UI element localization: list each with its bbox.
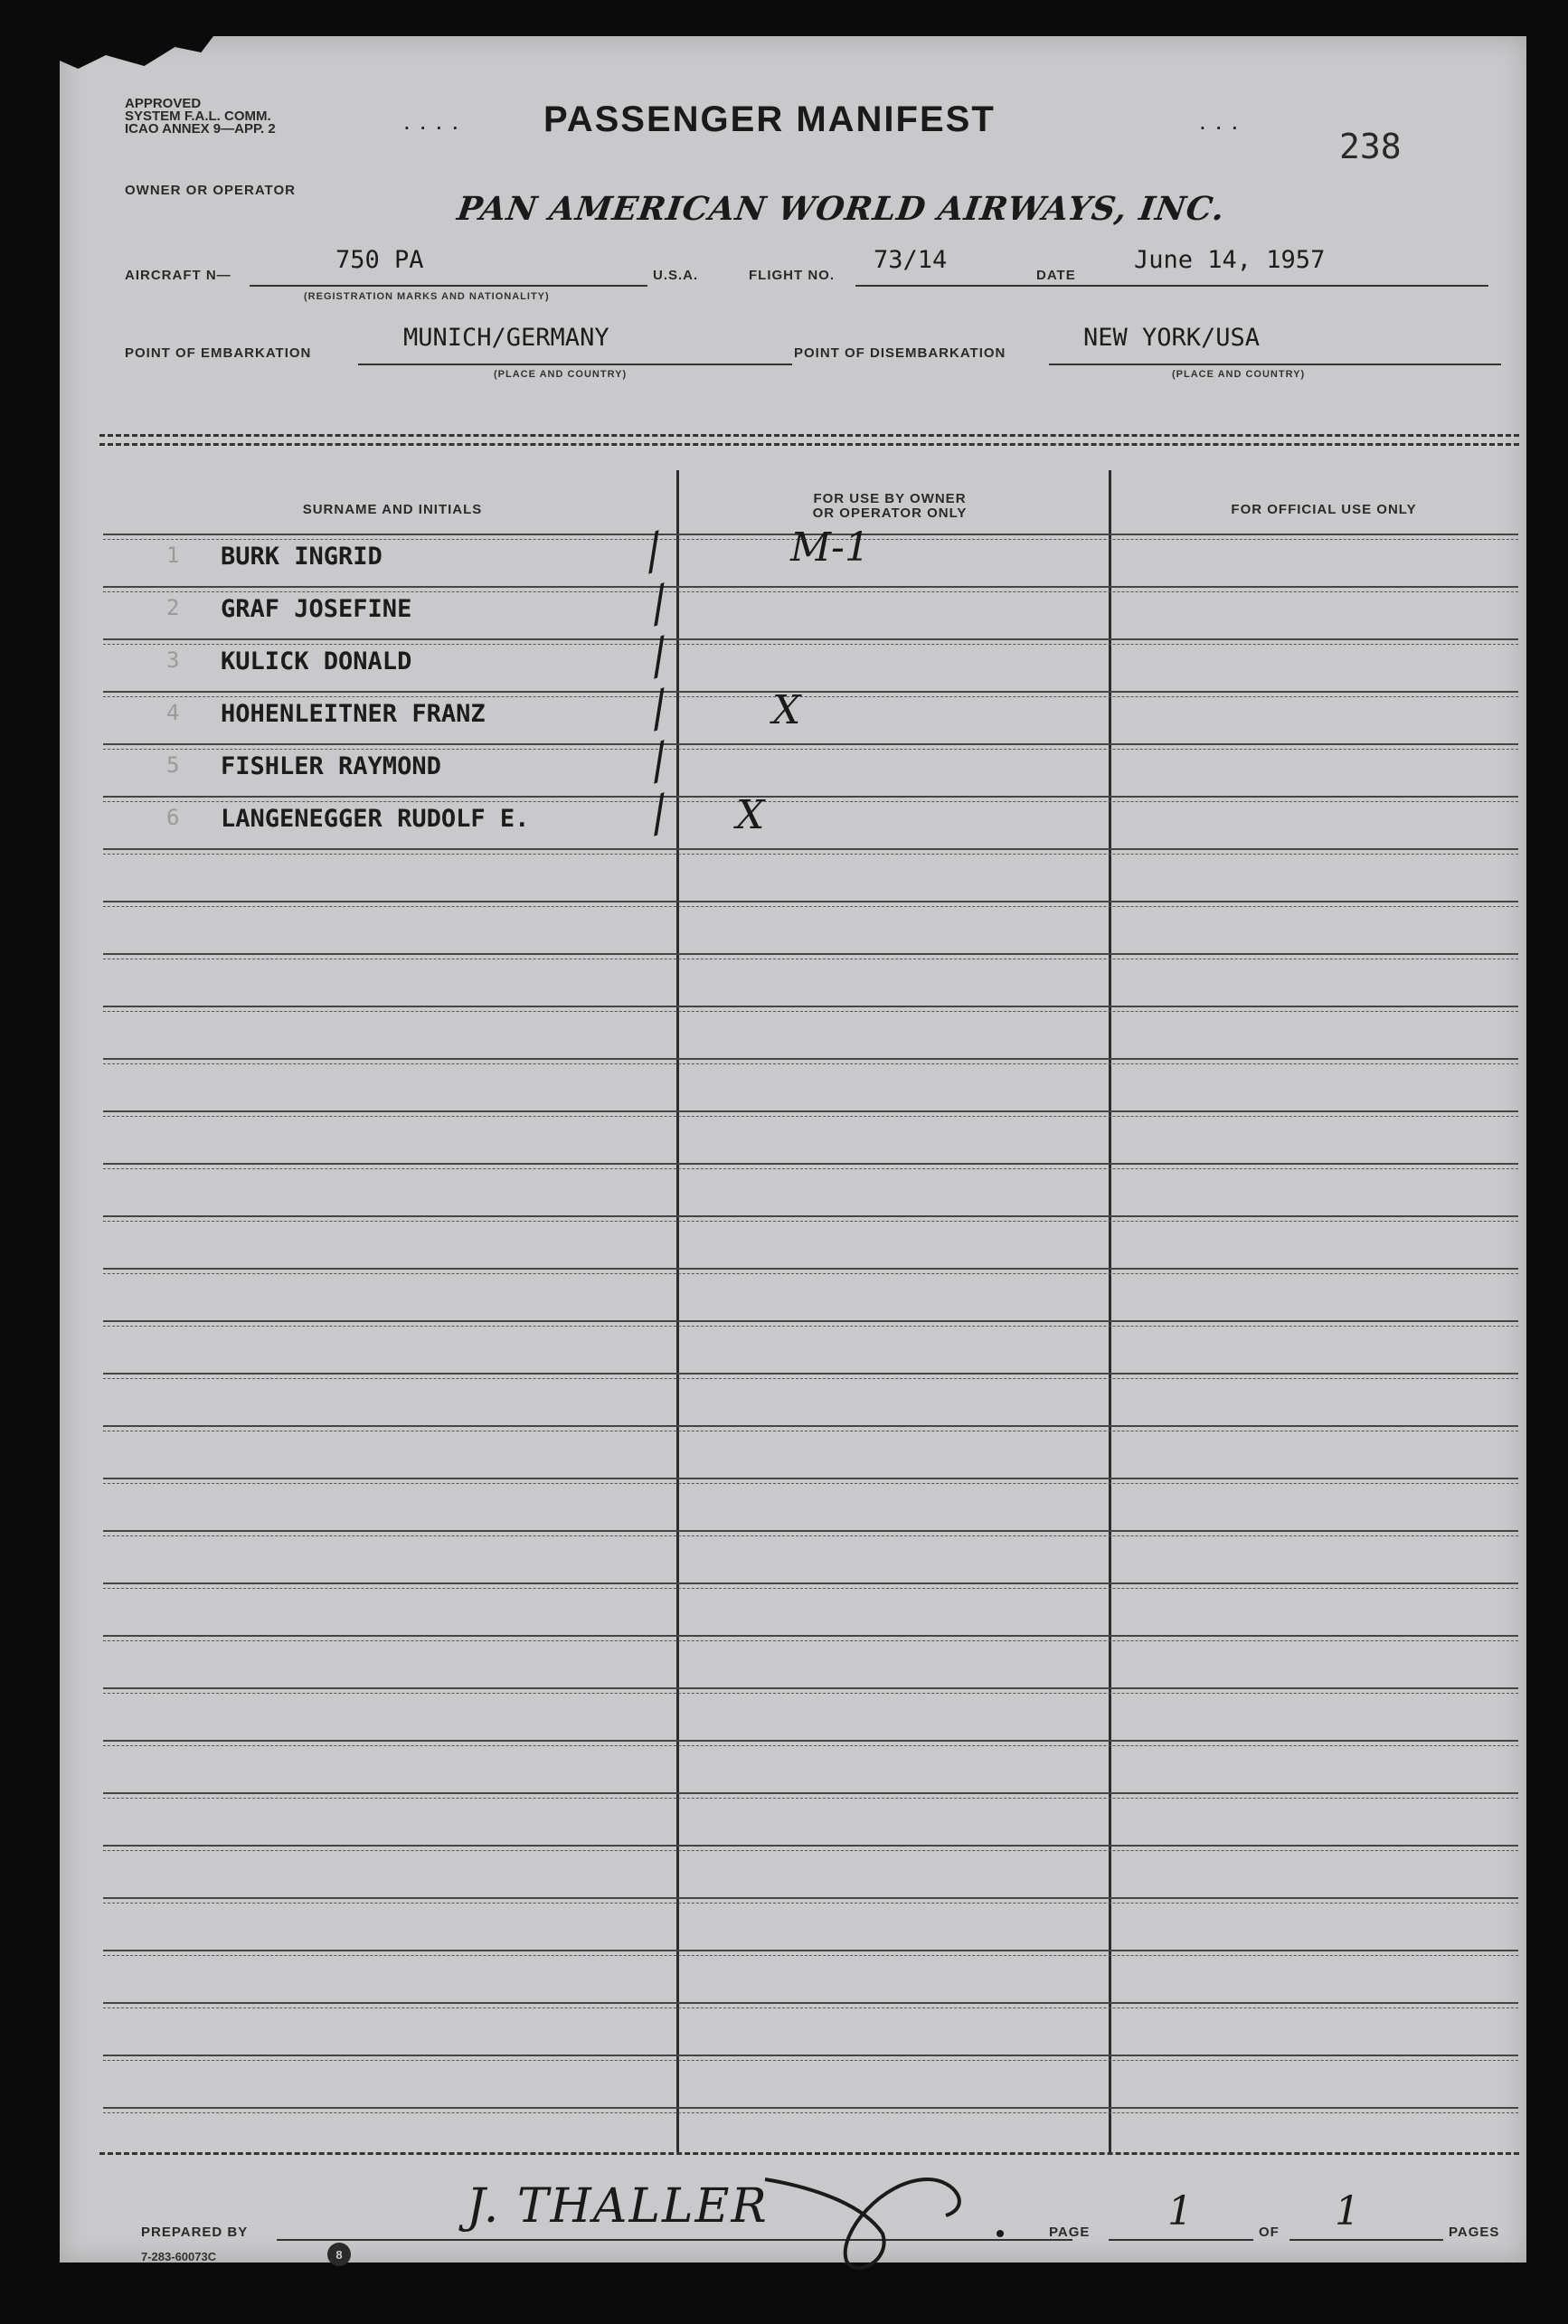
approval-note: APPROVED SYSTEM F.A.L. COMM. ICAO ANNEX 9—APP. 2 [125, 96, 276, 137]
page-label: PAGE [1049, 2225, 1091, 2240]
embarkation-label: POINT OF EMBARKATION [125, 345, 312, 361]
header-separator [99, 434, 1519, 439]
tick-mark: / [643, 732, 675, 790]
aircraft-label: AIRCRAFT N— [125, 268, 231, 283]
tick-mark: / [643, 785, 675, 843]
ruled-line [103, 2055, 1518, 2061]
ruled-line [103, 1582, 1518, 1589]
aircraft-sublabel: (REGISTRATION MARKS AND NATIONALITY) [304, 291, 550, 302]
ruled-line [103, 1478, 1518, 1484]
ruled-line [103, 1687, 1518, 1694]
flight-value: 73/14 [874, 246, 948, 274]
tick-mark: / [643, 628, 675, 685]
passenger-name: LANGENEGGER RUDOLF E. [221, 805, 530, 833]
ruled-line [103, 1897, 1518, 1904]
pages-fill-line [1289, 2239, 1443, 2241]
handwritten-mark: M-1 [790, 524, 870, 571]
owner-column-header: FOR USE BY OWNER OR OPERATOR ONLY [812, 491, 968, 521]
ruled-line [103, 1740, 1518, 1746]
page-title: PASSENGER MANIFEST [543, 99, 996, 139]
ruled-line [103, 1110, 1518, 1117]
passenger-table [103, 470, 1518, 2152]
flight-fill-line [855, 285, 1091, 287]
flight-label: FLIGHT NO. [749, 268, 835, 283]
ruled-line [103, 848, 1518, 855]
ruled-line [103, 1268, 1518, 1274]
ruled-line [103, 2107, 1518, 2113]
ruled-line [103, 1215, 1518, 1222]
disembarkation-fill-line [1049, 364, 1501, 365]
date-value: June 14, 1957 [1134, 246, 1326, 274]
ruled-line [103, 1530, 1518, 1536]
tick-mark: / [643, 680, 675, 738]
handwritten-mark: X [736, 792, 765, 838]
row-number: 5 [166, 752, 180, 778]
ruled-line [103, 953, 1518, 959]
ruled-line [103, 1373, 1518, 1379]
torn-corner [60, 36, 213, 90]
sheet-number: 238 [1339, 127, 1402, 166]
operator-name: PAN AMERICAN WORLD AIRWAYS, INC. [455, 190, 1228, 228]
passenger-name: HOHENLEITNER FRANZ [221, 700, 486, 728]
disembarkation-label: POINT OF DISEMBARKATION [794, 345, 1006, 361]
owner-label: OWNER OR OPERATOR [125, 183, 296, 198]
row-number: 4 [166, 700, 180, 725]
decorative-dots: .... [403, 107, 468, 135]
embarkation-fill-line [358, 364, 792, 365]
ruled-line [103, 1425, 1518, 1431]
passenger-name: GRAF JOSEFINE [221, 595, 412, 623]
ruled-line [103, 1163, 1518, 1169]
row-number: 1 [166, 543, 180, 568]
ruled-line [103, 1058, 1518, 1064]
page-fill-line [1109, 2239, 1253, 2241]
handwritten-mark: X [772, 687, 801, 733]
embarkation-value: MUNICH/GERMANY [403, 324, 609, 352]
passenger-name: BURK INGRID [221, 543, 383, 571]
decorative-dots: ... [1199, 107, 1248, 135]
ruled-line [103, 2002, 1518, 2008]
ruled-line [103, 1950, 1518, 1956]
nationality-label: U.S.A. [653, 268, 699, 283]
ruled-line [103, 638, 1518, 645]
ruled-line [103, 1635, 1518, 1641]
header-separator [99, 443, 1519, 449]
ruled-line [103, 796, 1518, 802]
ruled-line [103, 901, 1518, 907]
pages-label: PAGES [1449, 2225, 1500, 2240]
row-number: 6 [166, 805, 180, 830]
tick-mark: / [643, 575, 675, 633]
aircraft-value: 750 PA [335, 246, 424, 274]
official-column-header: FOR OFFICIAL USE ONLY [1231, 502, 1417, 517]
of-label: OF [1259, 2225, 1280, 2240]
prepared-by-label: PREPARED BY [141, 2225, 249, 2240]
embarkation-sublabel: (PLACE AND COUNTRY) [494, 369, 628, 380]
date-label: DATE [1036, 268, 1076, 283]
disembarkation-value: NEW YORK/USA [1083, 324, 1261, 352]
manifest-sheet [60, 36, 1526, 2263]
disembarkation-sublabel: (PLACE AND COUNTRY) [1172, 369, 1306, 380]
aircraft-fill-line [250, 285, 647, 287]
row-number: 2 [166, 595, 180, 620]
ruled-line [103, 1792, 1518, 1799]
preparer-signature: J. THALLER [467, 2179, 769, 2234]
passenger-name: KULICK DONALD [221, 647, 412, 675]
ruled-line [103, 1320, 1518, 1327]
pages-value: 1 [1335, 2188, 1360, 2234]
ruled-line [103, 1845, 1518, 1851]
form-code: 7-283-60073C [141, 2250, 217, 2263]
date-fill-line [1091, 285, 1488, 287]
ruled-line [103, 586, 1518, 592]
row-number: 3 [166, 647, 180, 673]
surname-column-header: SURNAME AND INITIALS [302, 502, 483, 517]
ruled-line [103, 743, 1518, 750]
ruled-line [103, 1006, 1518, 1012]
inspection-stamp: 8 [327, 2243, 351, 2266]
ruled-line [103, 691, 1518, 697]
passenger-name: FISHLER RAYMOND [221, 752, 441, 780]
tick-mark: / [638, 523, 670, 581]
initials-scribble [747, 2125, 1036, 2288]
page-value: 1 [1167, 2188, 1193, 2234]
